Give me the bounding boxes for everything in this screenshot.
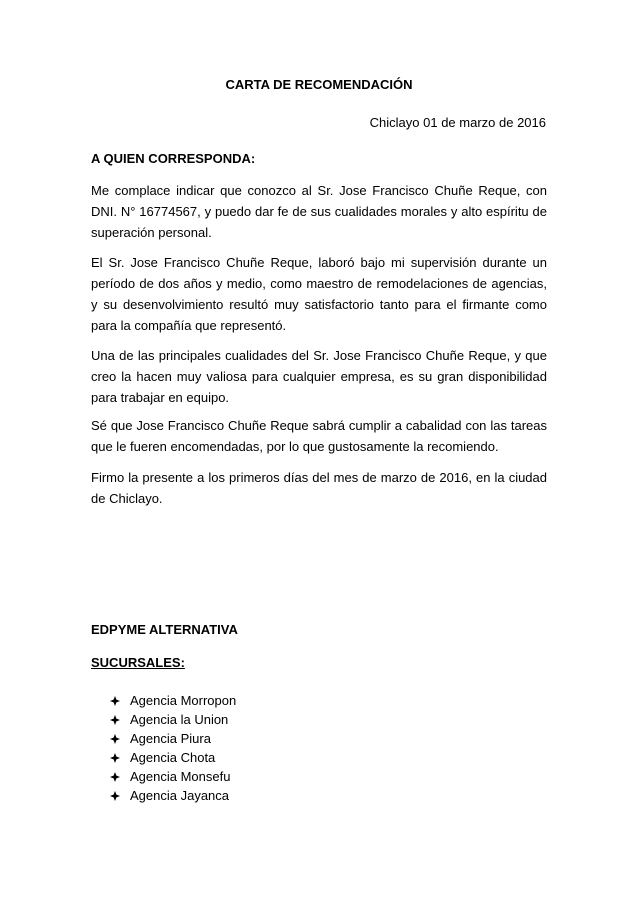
- paragraph-work-history: El Sr. Jose Francisco Chuñe Reque, laboró bajo mi supervisión durante un período de dos años y medio, como maestro de remodelaciones de agencias, y su desenvolvimiento resultó muy satisfactorio tanto para el firmante como para la compañía que representó.: [91, 255, 547, 333]
- list-item: [110, 767, 236, 786]
- four-diamond-bullet-icon: [110, 791, 120, 801]
- branch-name: Agencia Jayanca: [130, 788, 230, 803]
- letter-recipient: A QUIEN CORRESPONDA:: [91, 151, 256, 166]
- four-diamond-bullet-icon: [110, 696, 120, 706]
- branch-name: Agencia Monsefu: [130, 769, 231, 784]
- four-diamond-bullet-icon: [110, 753, 120, 763]
- branch-name: Agencia Chota: [130, 750, 216, 765]
- branch-name: Agencia Piura: [130, 731, 211, 746]
- paragraph-signature-note: Firmo la presente a los primeros días del mes de marzo de 2016, en la ciudad de Chiclayo.: [91, 470, 547, 506]
- branch-name: Agencia la Union: [130, 712, 229, 727]
- branches-heading: SUCURSALES:: [91, 655, 185, 670]
- list-item: [110, 748, 236, 767]
- list-item: [110, 729, 236, 748]
- branch-name: Agencia Morropon: [130, 693, 237, 708]
- list-item: [110, 786, 236, 805]
- list-item: [110, 691, 236, 710]
- paragraph-introduction: Me complace indicar que conozco al Sr. Jose Francisco Chuñe Reque, con DNI. N° 16774567, y puedo dar fe de sus cualidades morales y alto espíritu de superación personal.: [91, 183, 547, 240]
- paragraph-recommendation: Sé que Jose Francisco Chuñe Reque sabrá cumplir a cabalidad con las tareas que le fueren encomendadas, por lo que gustosamente la recomiendo.: [91, 418, 547, 454]
- letter-title: CARTA DE RECOMENDACIÓN: [225, 77, 413, 92]
- four-diamond-bullet-icon: [110, 715, 120, 725]
- letter-date: Chiclayo 01 de marzo de 2016: [369, 115, 546, 130]
- four-diamond-bullet-icon: [110, 734, 120, 744]
- list-item: [110, 710, 236, 729]
- paragraph-qualities: Una de las principales cualidades del Sr. Jose Francisco Chuñe Reque, y que creo la hacen muy valiosa para cualquier empresa, es su gran disponibilidad para trabajar en equipo.: [91, 348, 547, 405]
- four-diamond-bullet-icon: [110, 772, 120, 782]
- branch-list: [110, 691, 236, 805]
- company-name: EDPYME ALTERNATIVA: [91, 622, 238, 637]
